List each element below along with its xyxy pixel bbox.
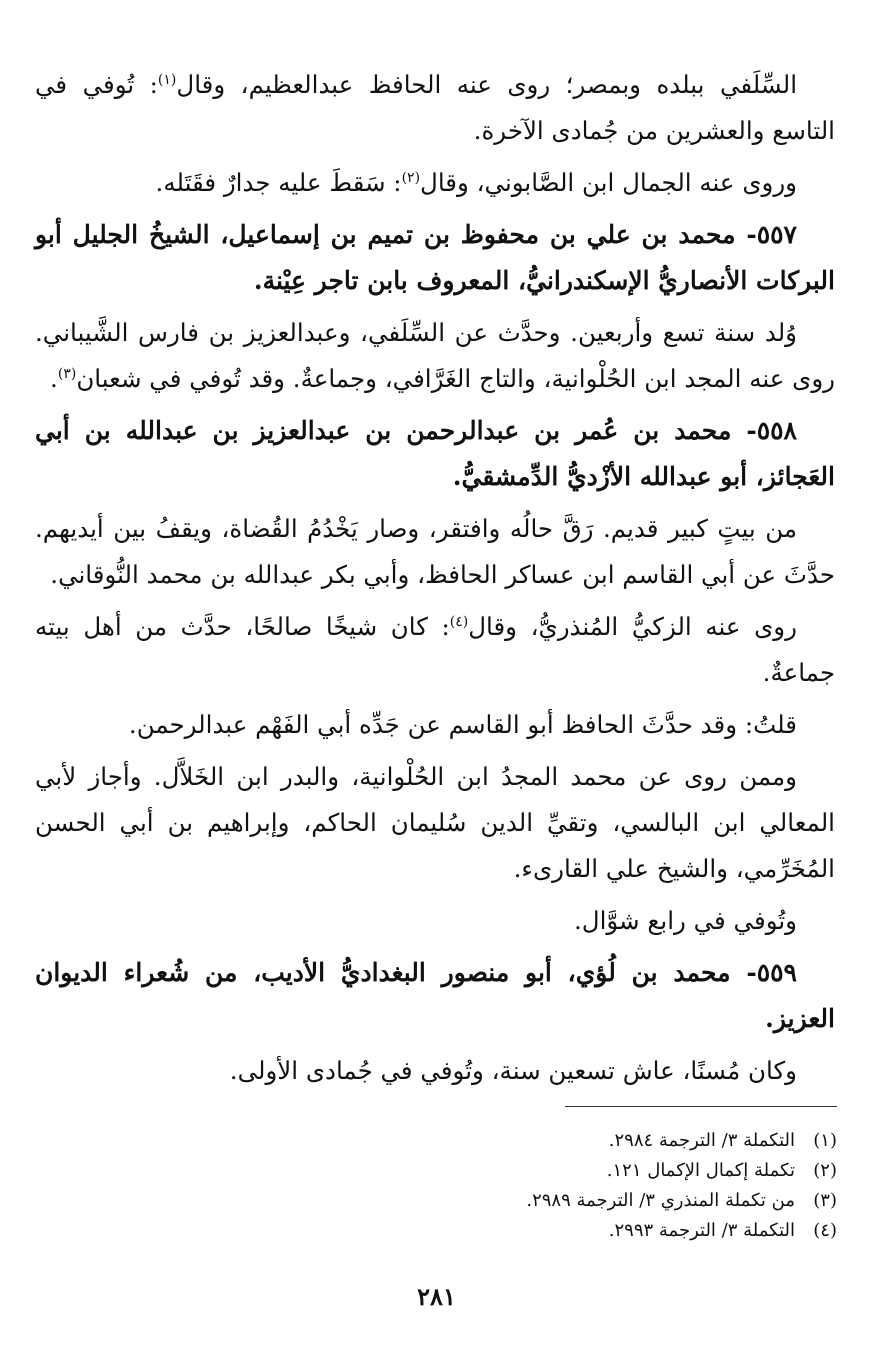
biography-entry-heading [35, 212, 835, 304]
text-run: : سَقطَ عليه جدارٌ فقَتَله. [155, 168, 402, 197]
footnote-item [37, 1156, 837, 1186]
footnote-reference: (٤) [449, 613, 469, 630]
page-number: ٢٨١ [417, 1282, 456, 1311]
footnote-item [37, 1216, 837, 1246]
footnote-reference: (١) [157, 71, 177, 88]
text-run: : تُوفي في التاسع والعشرين من جُمادى الآخرة. [35, 70, 835, 145]
body-paragraph [35, 898, 835, 944]
biography-entry-heading [35, 408, 835, 500]
footnote-divider [565, 1106, 837, 1107]
text-run: قلتُ: وقد حدَّثَ الحافظ أبو القاسم عن جَدِّه أبي الفَهْم عبدالرحمن. [128, 710, 797, 739]
footnote-text: تكملة إكمال الإكمال ١٢١. [606, 1160, 795, 1181]
text-run: وكان مُسنًا، عاش تسعين سنة، وتُوفي في جُمادى الأولى. [229, 1056, 797, 1085]
text-run: ٥٥٨- محمد بن عُمر بن عبدالرحمن بن عبدالعزيز بن عبدالله بن أبي العَجائز، أبو عبدالله الأزْديُّ الدِّمشقيُّ. [35, 416, 835, 491]
footnote-item [37, 1126, 837, 1156]
body-paragraph [35, 604, 835, 696]
body-paragraph [35, 62, 835, 154]
footnote-number: (٣) [813, 1190, 837, 1211]
footnote-item [37, 1186, 837, 1216]
text-run: من بيتٍ كبير قديم. رَقَّ حالُه وافتقر، وصار يَخْدُمُ القُضاة، ويقفُ بين أيديهم. حدَّثَ عن أبي القاسم ابن عساكر الحافظ، وأبي بكر عبدالله بن محمد النُّوقاني. [35, 514, 835, 589]
body-paragraph [35, 1048, 835, 1094]
footnote-reference: (٢) [401, 169, 421, 186]
text-run: ٥٥٩- محمد بن لُؤي، أبو منصور البغداديُّ الأديب، من شُعراء الديوان العزيز. [35, 958, 835, 1033]
footnote-text: التكملة ٣/ الترجمة ٢٩٩٣. [608, 1220, 795, 1241]
text-run: : كان شيخًا صالحًا، حدَّث من أهل بيته جماعةٌ. [35, 612, 835, 687]
text-run: روى عنه الزكيُّ المُنذريُّ، وقال [468, 612, 797, 641]
text-run: وممن روى عن محمد المجدُ ابن الحُلْوانية، والبدر ابن الخَلاَّل. وأجاز لأبي المعالي ابن البالسي، وتقيِّ الدين سُليمان الحاكم، وإبراهيم بن أبي الحسن المُخَرِّمي، والشيخ علي القارىء. [35, 762, 835, 883]
body-paragraph [35, 310, 835, 402]
footnote-number: (١) [813, 1130, 837, 1151]
footnote-text: من تكملة المنذري ٣/ الترجمة ٢٩٨٩. [526, 1190, 795, 1211]
body-text [35, 62, 835, 1100]
footnote-number: (٤) [813, 1220, 837, 1241]
biography-entry-heading [35, 950, 835, 1042]
text-run: السِّلَفي ببلده وبمصر؛ روى عنه الحافظ عبدالعظيم، وقال [176, 70, 798, 99]
text-run: وتُوفي في رابع شوَّال. [573, 906, 797, 935]
text-run: وُلد سنة تسع وأربعين. وحدَّث عن السِّلَفي، وعبدالعزيز بن فارس الشَّيباني. روى عنه المجد ابن الحُلْوانية، والتاج الغَرَّافي، وجماعةٌ. وقد تُوفي في شعبان [35, 318, 835, 393]
text-run: وروى عنه الجمال ابن الصَّابوني، وقال [420, 168, 797, 197]
footnote-number: (٢) [813, 1160, 837, 1181]
footnote-text: التكملة ٣/ الترجمة ٢٩٨٤. [608, 1130, 795, 1151]
footnote-reference: (٣) [57, 365, 77, 382]
body-paragraph [35, 160, 835, 206]
body-paragraph [35, 702, 835, 748]
footnotes [37, 1126, 837, 1246]
body-paragraph [35, 754, 835, 892]
body-paragraph [35, 506, 835, 598]
text-run: ٥٥٧- محمد بن علي بن محفوظ بن تميم بن إسماعيل، الشيخُ الجليل أبو البركات الأنصاريُّ الإسكندرانيُّ، المعروف بابن تاجر عِيْنة. [35, 220, 835, 295]
text-run: . [50, 364, 58, 393]
